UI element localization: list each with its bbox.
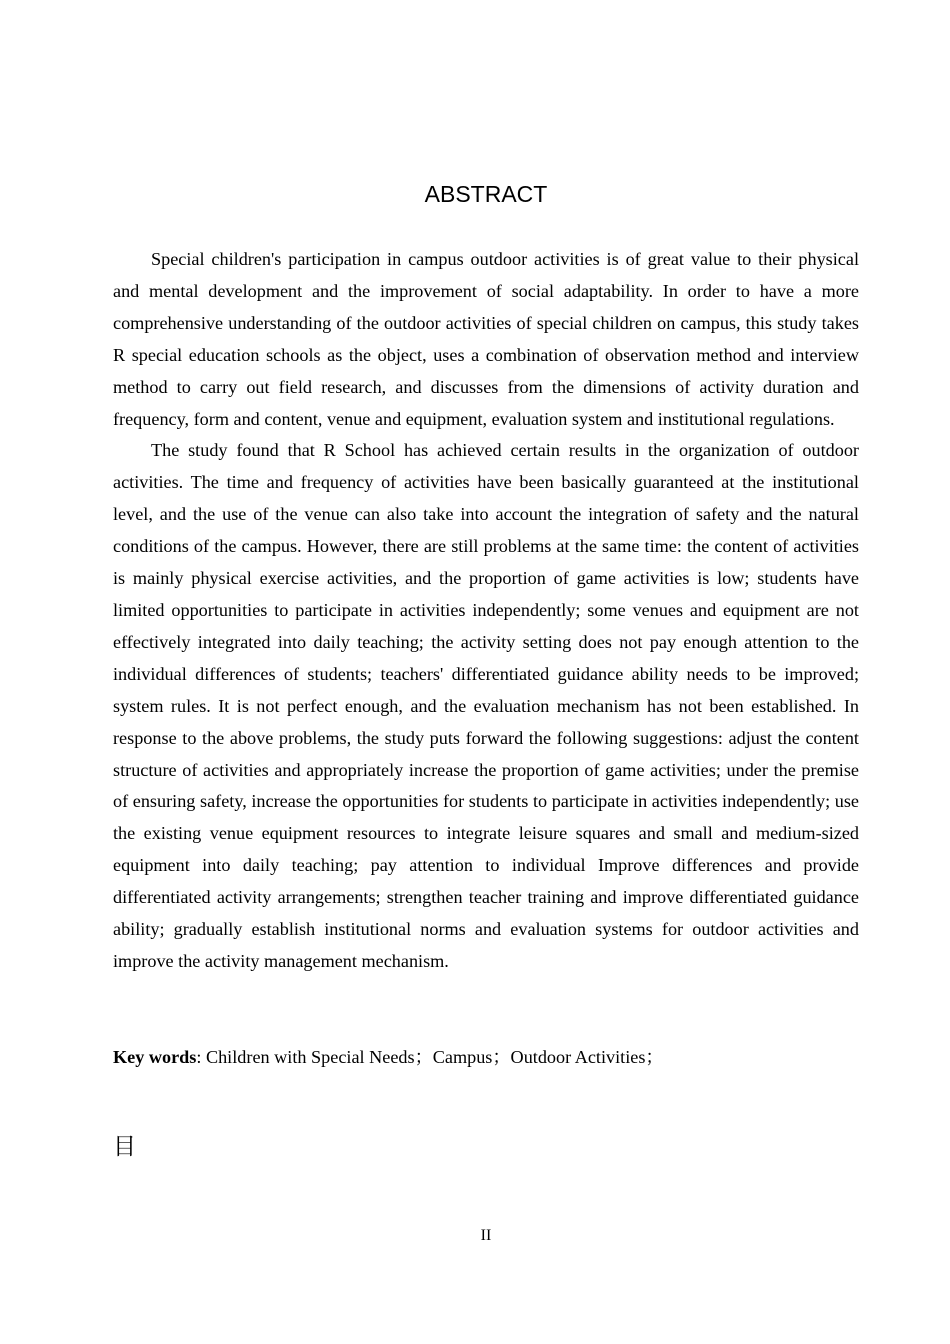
- page-number: II: [480, 1227, 492, 1244]
- abstract-paragraph-2: The study found that R School has achieved certain results in the organization of outdoor activities. The time and frequency of activities have been basically guaranteed at the institutional level, and the use of the venue can also take into account the integration of safety and the natural conditions of the campus. However, there are still problems at the same time: the content of activities is mainly physical exercise activities, and the proportion of game activities is low; students have limited opportunities to participate in activities independently; some venues and equipment are not effectively integrated into daily teaching; the activity setting does not pay enough attention to the individual differences of students; teachers' differentiated guidance ability needs to be improved; system rules. It is not perfect enough, and the evaluation mechanism has not been established. In response to the above problems, the study puts forward the following suggestions: adjust the content structure of activities and appropriately increase the proportion of game activities; under the premise of ensuring safety, increase the opportunities for students to participate in activities independently; use the existing venue equipment resources to integrate leisure squares and small and medium-sized equipment into daily teaching; pay attention to individual Improve differences and provide differentiated activity arrangements; strengthen teacher training and improve differentiated guidance ability; gradually establish institutional norms and evaluation systems for outdoor activities and improve the activity management mechanism.: [113, 440, 859, 971]
- keywords-label: Key words: [113, 1047, 197, 1067]
- abstract-title: ABSTRACT: [424, 181, 548, 207]
- abstract-paragraph-1: Special children's participation in campus outdoor activities is of great value to their physical and mental development and the improvement of social adaptability. In order to have a more comprehensive understanding of the outdoor activities of special children on campus, this study takes R special education schools as the object, uses a combination of observation method and interview method to carry out field research, and discusses from the dimensions of activity duration and frequency, form and content, venue and equipment, evaluation system and institutional regulations.: [113, 249, 859, 429]
- keywords-text: : Children with Special Needs；Campus；Outdoor Activities；: [196, 1047, 664, 1067]
- keywords-line: [113, 1042, 859, 1074]
- abstract-body: [113, 244, 859, 978]
- toc-heading: 目: [113, 1134, 136, 1160]
